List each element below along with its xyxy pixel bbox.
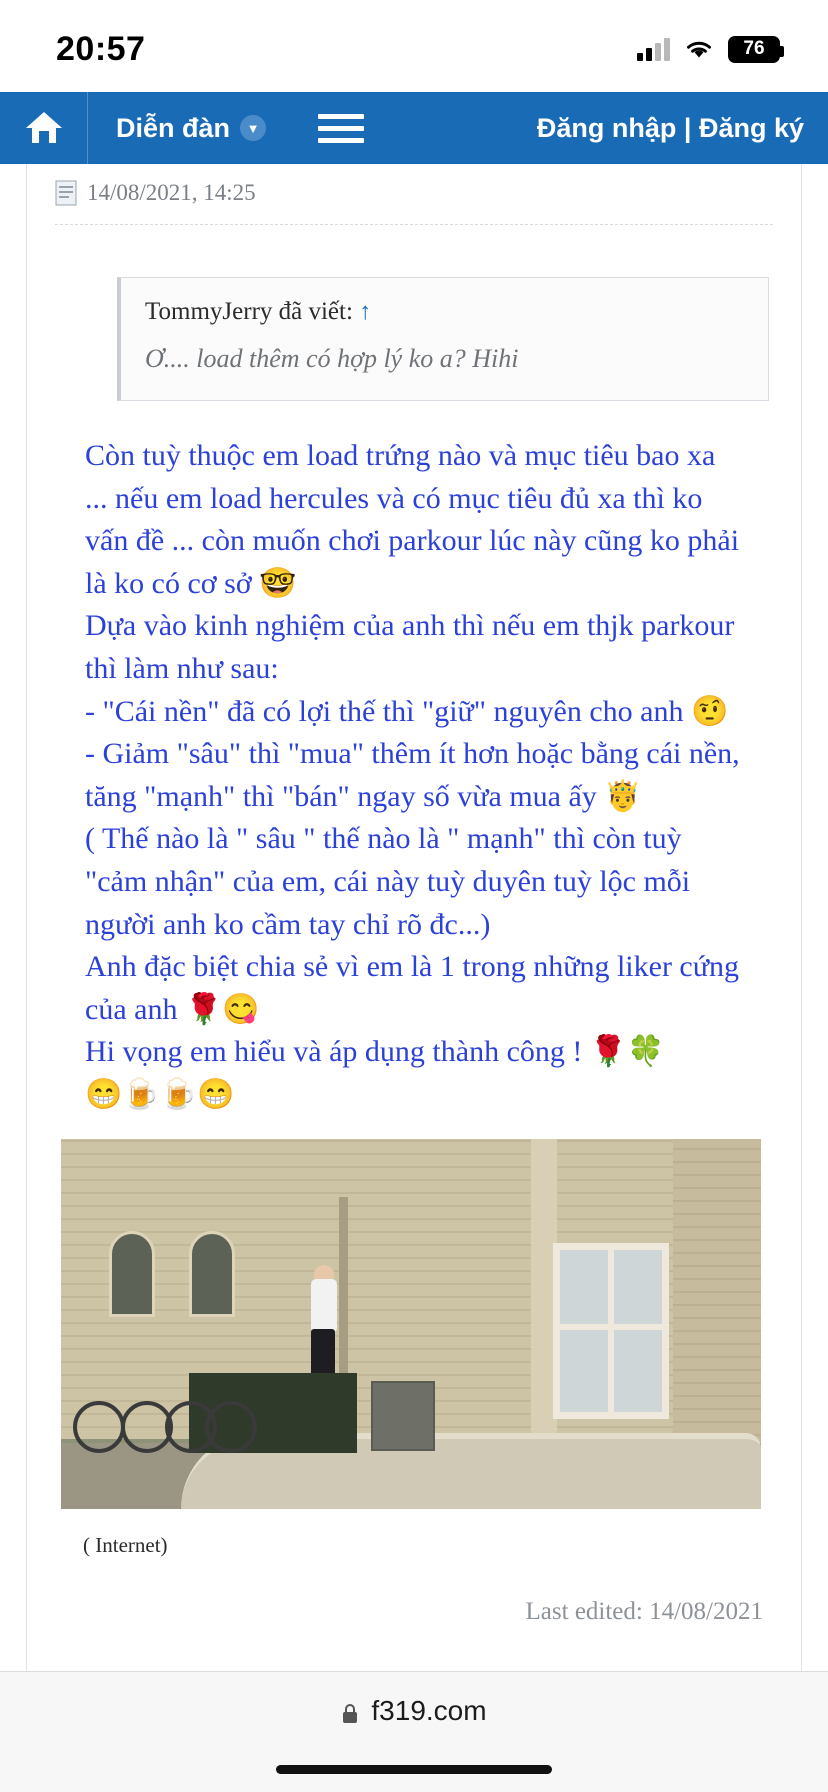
climber-torso (311, 1279, 337, 1333)
post-paragraph: ( Thế nào là " sâu " thế nào là " mạnh" thì còn tuỳ "cảm nhận" của em, cái này tuỳ duyên tuỳ lộc mỗi người anh ko cầm tay chỉ rõ đc...) (85, 822, 691, 941)
post-paragraph: Dựa vào kinh nghiệm của anh thì nếu em thjk parkour thì làm như sau: (85, 609, 735, 685)
status-time: 20:57 (56, 29, 146, 68)
post-timestamp[interactable]: 14/08/2021, 14:25 (87, 180, 256, 205)
ios-status-bar (0, 0, 828, 92)
hamburger-menu-icon[interactable] (318, 114, 364, 143)
post-container (26, 164, 802, 1671)
post-paragraph: - Giảm "sâu" thì "mua" thêm ít hơn hoặc bằng cái nền, tăng "mạnh" thì "bán" ngay số vừa mua ấy 🤴 (85, 737, 740, 813)
post-divider (55, 224, 773, 225)
browser-bottom-bar (0, 1671, 828, 1792)
post-paragraph: Anh đặc biệt chia sẻ vì em là 1 trong những liker cứng của anh 🌹😋 (85, 950, 740, 1026)
address-bar[interactable] (0, 1672, 828, 1750)
post-paragraph: Còn tuỳ thuộc em load trứng nào và mục tiêu bao xa ... nếu em load hercules và có mục tiêu đủ xa thì ko vấn đề ... còn muốn chơi parkour lúc này cũng ko phải là ko có cơ sở 🤓 (85, 439, 740, 600)
home-icon[interactable] (0, 92, 88, 164)
url-text[interactable]: f319.com (371, 1695, 487, 1726)
status-indicators (637, 36, 780, 63)
quote-author-row (145, 298, 744, 326)
post-paragraph: Hi vọng em hiểu và áp dụng thành công ! 🌹🍀 (85, 1035, 665, 1069)
post-date-row (27, 164, 801, 206)
arched-window (109, 1231, 155, 1317)
person-climbing-building-photo[interactable] (61, 1139, 761, 1509)
forum-dropdown[interactable] (88, 113, 266, 144)
last-edited-label: Last edited: 14/08/2021 (525, 1597, 763, 1625)
quote-author: TommyJerry đã viết: (145, 298, 353, 325)
forum-label: Diễn đàn (116, 112, 231, 143)
wheelie-bin (371, 1381, 435, 1451)
quote-block (117, 277, 769, 401)
chevron-down-icon: ▼ (240, 115, 266, 141)
image-caption: ( Internet) (83, 1532, 168, 1557)
document-icon (55, 180, 77, 206)
arched-window (189, 1231, 235, 1317)
auth-links (537, 113, 828, 144)
forum-navbar (0, 92, 828, 164)
lock-icon (341, 1700, 359, 1722)
post-paragraph: - "Cái nền" đã có lợi thế thì "giữ" nguyên cho anh 🤨 (85, 694, 729, 728)
battery-level: 76 (743, 38, 765, 59)
battery-icon (728, 36, 780, 63)
page-scroll-area[interactable] (0, 164, 828, 1671)
auth-separator: | (683, 112, 692, 143)
quote-text: Ơ.... load thêm có hợp lý ko a? Hihi (145, 344, 519, 373)
register-link[interactable]: Đăng ký (698, 112, 804, 143)
post-message (85, 435, 745, 1117)
bicycle-rack (69, 1361, 244, 1469)
post-paragraph: 😁🍺🍺😁 (85, 1077, 235, 1111)
building-right-wing (673, 1139, 761, 1447)
cellular-signal-icon (637, 37, 670, 61)
wifi-icon (684, 37, 714, 61)
home-indicator[interactable] (276, 1765, 552, 1774)
login-link[interactable]: Đăng nhập (536, 112, 677, 143)
jump-to-quote-icon[interactable]: ↑ (359, 299, 372, 325)
bay-window (553, 1243, 669, 1419)
